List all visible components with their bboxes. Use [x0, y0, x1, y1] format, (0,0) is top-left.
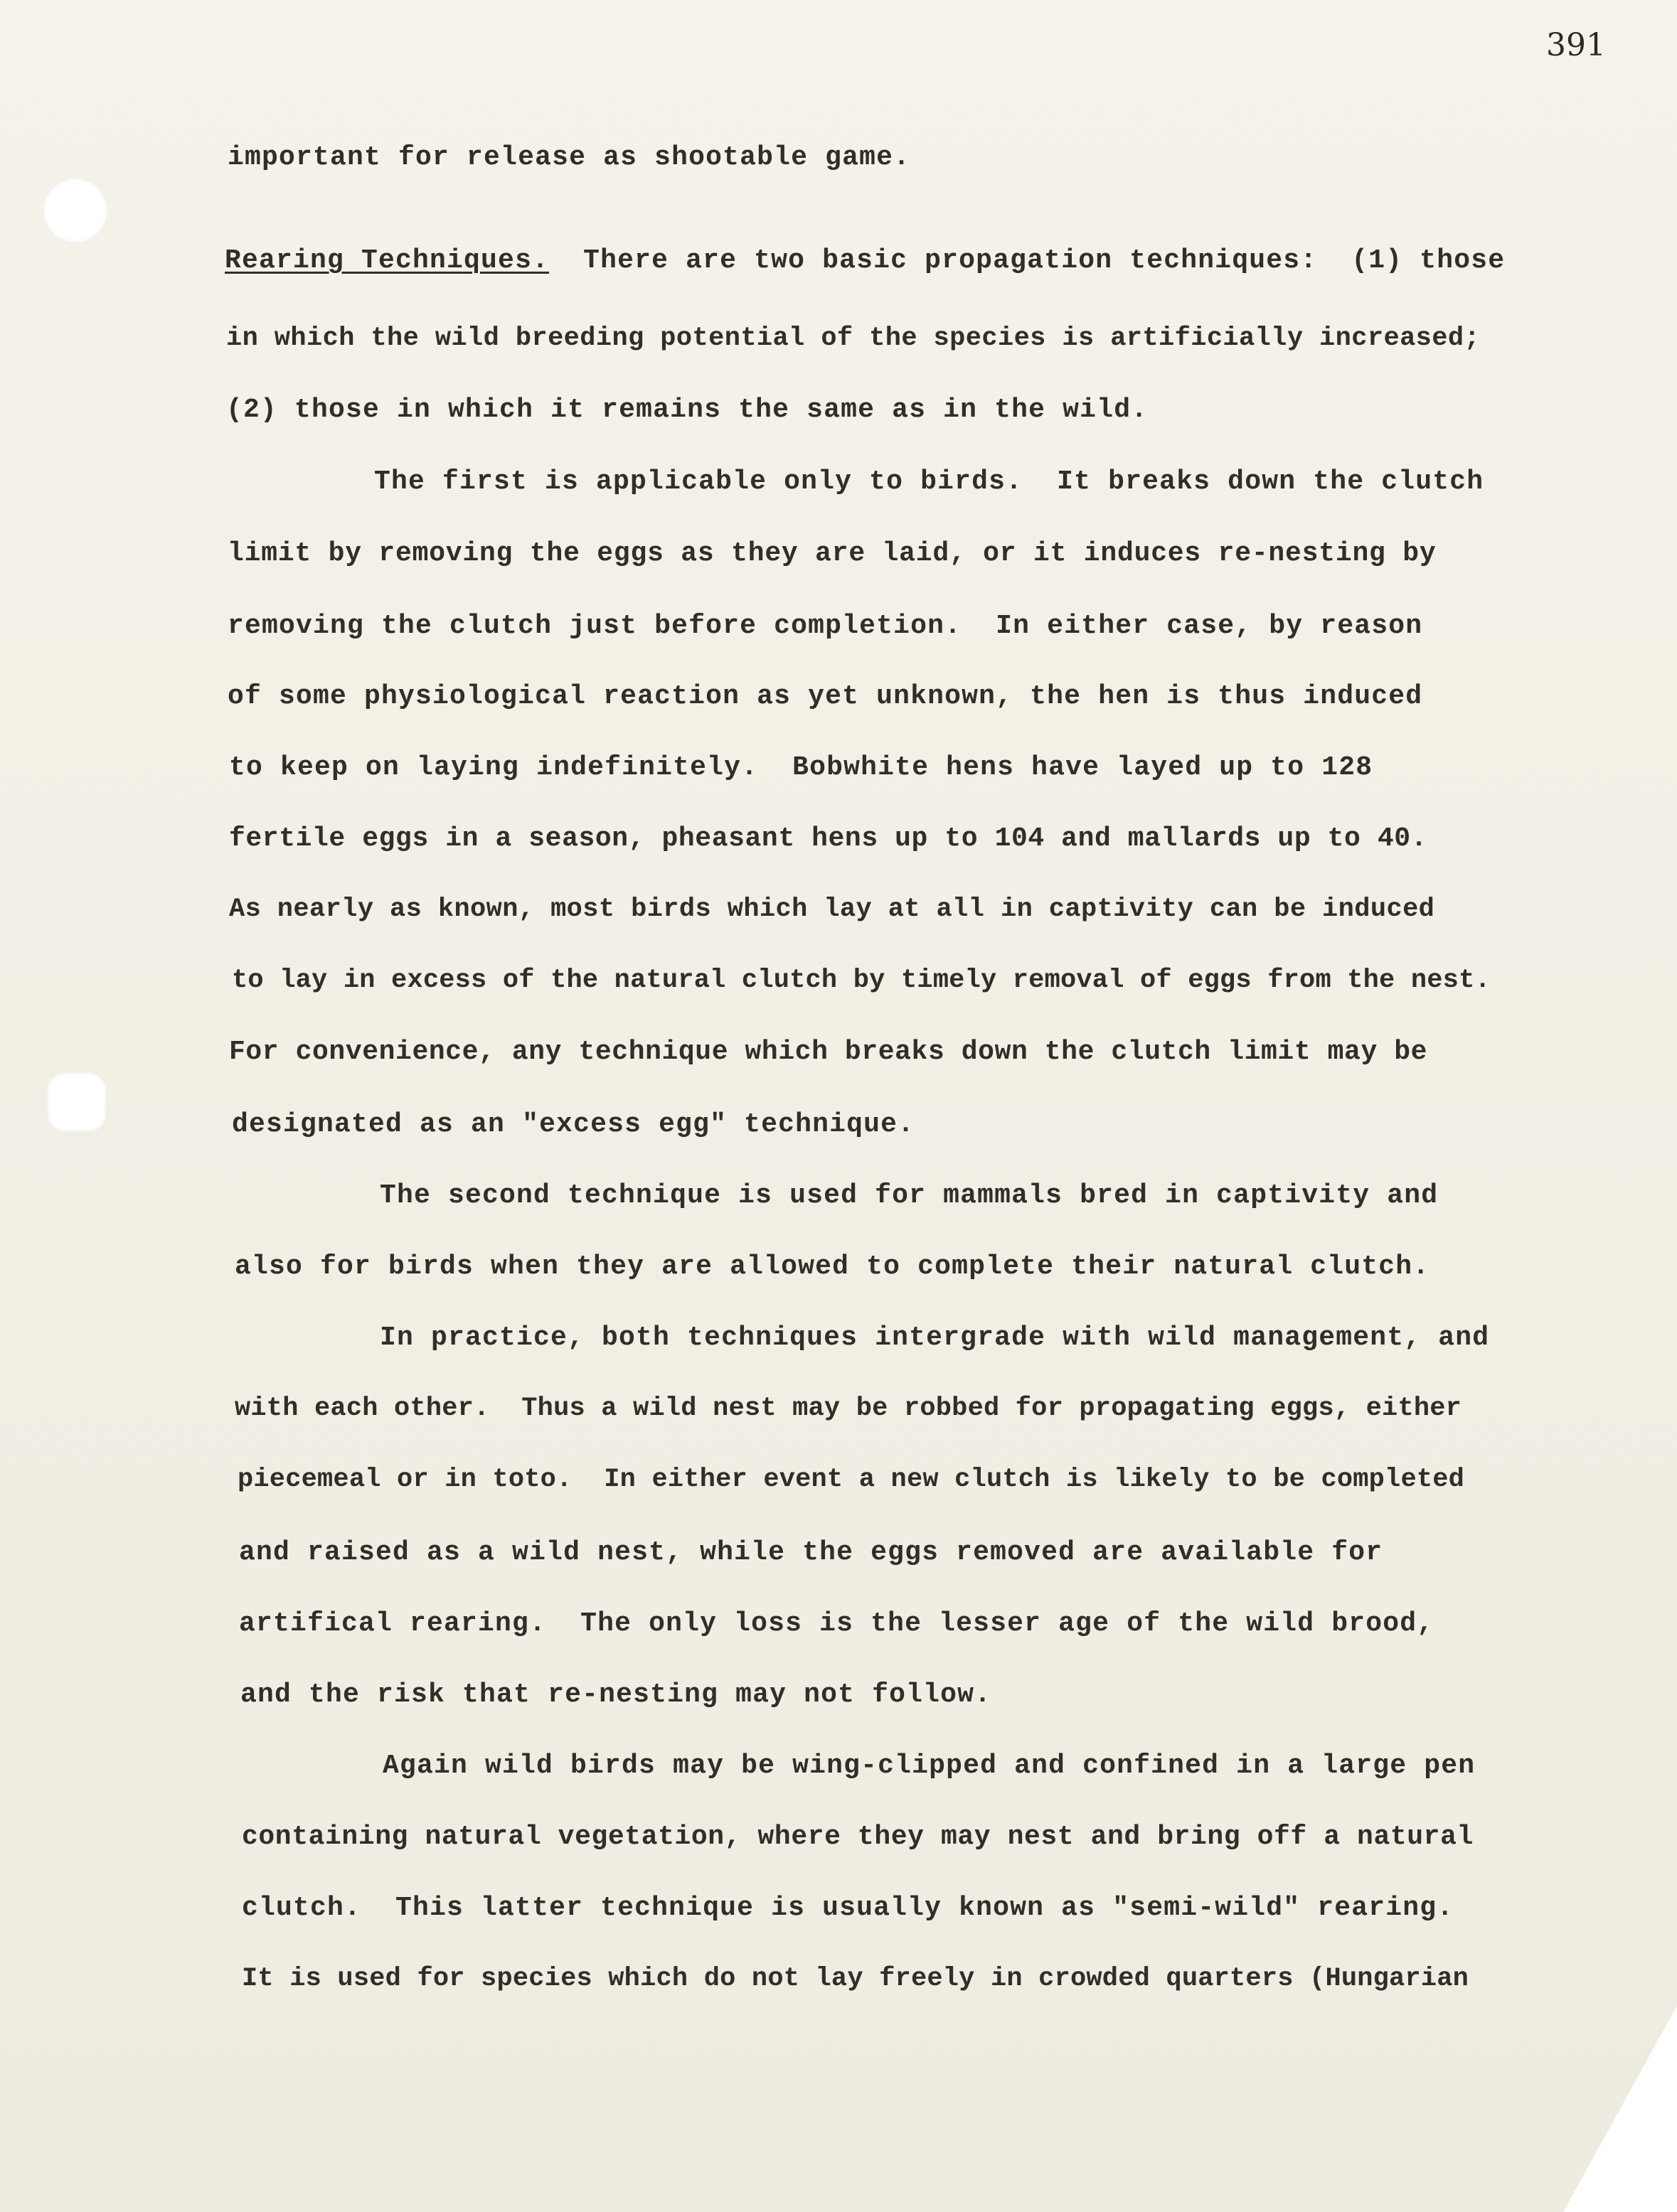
text-line: with each other. Thus a wild nest may be robbed for propagating eggs, either — [235, 1394, 1462, 1423]
text-line: of some physiological reaction as yet unknown, the hen is thus induced — [228, 681, 1423, 712]
text-line-rest: There are two basic propagation techniques: (1) those — [549, 245, 1506, 276]
text-line: to keep on laying indefinitely. Bobwhite hens have layed up to 128 — [229, 752, 1373, 783]
text-line: The second technique is used for mammals bred in captivity and — [380, 1180, 1439, 1211]
text-line: to lay in excess of the natural clutch by timely removal of eggs from the nest. — [232, 966, 1491, 995]
text-line: designated as an "excess egg" technique. — [232, 1109, 915, 1140]
punch-hole-middle — [47, 1072, 107, 1132]
text-line: containing natural vegetation, where they may nest and bring off a natural — [242, 1822, 1474, 1852]
torn-corner — [1563, 2006, 1677, 2212]
text-line — [225, 245, 1505, 276]
text-line: As nearly as known, most birds which lay at all in captivity can be induced — [229, 894, 1435, 924]
text-line: also for birds when they are allowed to complete their natural clutch. — [235, 1251, 1430, 1282]
text-line: and the risk that re-nesting may not follow. — [240, 1679, 992, 1710]
text-line: removing the clutch just before completion. In either case, by reason — [228, 611, 1423, 641]
text-line: important for release as shootable game. — [228, 142, 911, 173]
text-line: clutch. This latter technique is usually known as "semi-wild" rearing. — [242, 1893, 1454, 1923]
text-line: and raised as a wild nest, while the eggs removed are available for — [239, 1537, 1383, 1568]
text-line: (2) those in which it remains the same as in the wild. — [226, 395, 1149, 425]
text-line: For convenience, any technique which breaks down the clutch limit may be — [229, 1037, 1428, 1067]
text-line: The first is applicable only to birds. It breaks down the clutch — [374, 466, 1484, 497]
section-heading: Rearing Techniques. — [225, 245, 550, 276]
text-line: In practice, both techniques intergrade with wild management, and — [380, 1323, 1490, 1353]
text-line: fertile eggs in a season, pheasant hens up to 104 and mallards up to 40. — [229, 823, 1428, 854]
text-line: piecemeal or in toto. In either event a new clutch is likely to be completed — [238, 1465, 1465, 1495]
text-line: limit by removing the eggs as they are laid, or it induces re-nesting by — [228, 538, 1437, 569]
page-number: 391 — [1546, 27, 1606, 63]
punch-hole-top — [43, 178, 108, 243]
text-line: Again wild birds may be wing-clipped and confined in a large pen — [383, 1751, 1476, 1781]
text-line: artifical rearing. The only loss is the lesser age of the wild brood, — [239, 1608, 1434, 1639]
text-line: in which the wild breeding potential of the species is artificially increased; — [226, 324, 1481, 353]
text-line: It is used for species which do not lay freely in crowded quarters (Hungarian — [242, 1964, 1469, 1994]
